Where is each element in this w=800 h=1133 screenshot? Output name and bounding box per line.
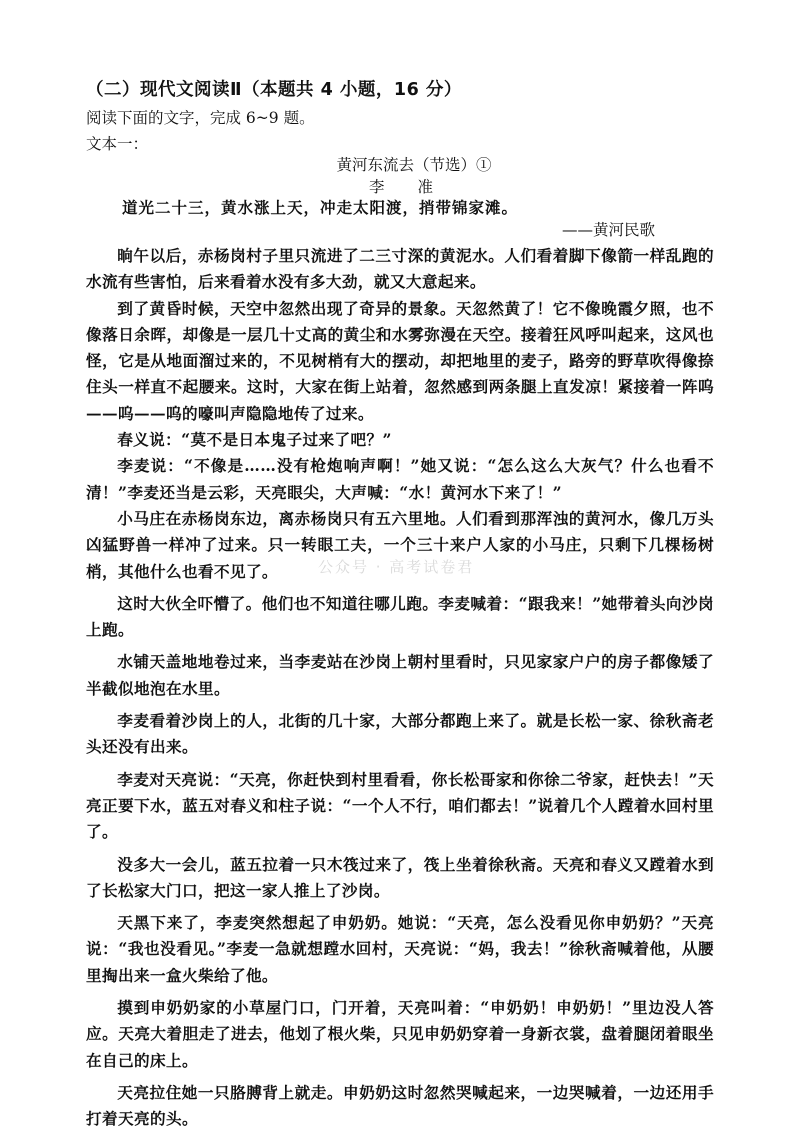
paragraph: 天黑下来了，李麦突然想起了申奶奶。她说：“天亮，怎么没看见你申奶奶？”天亮说：“我也没看见。”李麦一急就想蹚水回村，天亮说：“妈，我去！”徐秋斋喊着他，从腰里掏出来一盒火柴给了他。 bbox=[86, 913, 714, 985]
article-body bbox=[86, 243, 714, 1133]
paragraph: 春义说：“莫不是日本鬼子过来了吧？” bbox=[117, 430, 392, 450]
reading-instruction: 阅读下面的文字，完成 6~9 题。 bbox=[86, 109, 315, 127]
paragraph: 小马庄在赤杨岗东边，离赤杨岗只有五六里地。人们看到那浑浊的黄河水，像几万头凶猛野兽一样冲了过来。只一转眼工夫，一个三十来户人家的小马庄，只剩下几棵杨树梢，其他什么也看不见了。 bbox=[86, 508, 714, 581]
epigraph: 道光二十三，黄水涨上天，冲走太阳渡，捎带锦家滩。 bbox=[122, 198, 519, 217]
paragraph: 水铺天盖地地卷过来，当李麦站在沙岗上朝村里看时，只见家家户户的房子都像矮了半截似地泡在水里。 bbox=[86, 652, 714, 698]
paragraph: 这时大伙全吓懵了。他们也不知道往哪儿跑。李麦喊着：“跟我来！”她带着头向沙岗上跑。 bbox=[86, 593, 714, 640]
paragraph: 摸到申奶奶家的小草屋门口，门开着，天亮叫着：“申奶奶！申奶奶！”里边没人答应。天亮大着胆走了进去，他划了根火柴，只见申奶奶穿着一身新衣裳，盘着腿闭着眼坐在自己的床上。 bbox=[86, 998, 714, 1070]
paragraph: 李麦说：“不像是……没有枪炮响声啊！”她又说：“怎么这么大灰气？什么也看不清！”李麦还当是云彩，天亮眼尖，大声喊：“水！黄河水下来了！” bbox=[86, 456, 714, 502]
paragraph: 天亮拉住她一只胳膊背上就走。申奶奶这时忽然哭喊起来，一边哭喊着，一边还用手打着天亮的头。 bbox=[86, 1082, 714, 1129]
paragraph: 李麦看着沙岗上的人，北街的几十家，大部分都跑上来了。就是长松一家、徐秋斋老头还没有出来。 bbox=[86, 711, 714, 757]
article-title: 黄河东流去（节选）① bbox=[336, 156, 492, 174]
epigraph-source: ——黄河民歌 bbox=[562, 221, 656, 239]
section-heading: （二）现代文阅读Ⅱ（本题共 4 小题，16 分） bbox=[86, 80, 462, 100]
paragraph: 晌午以后，赤杨岗村子里只流进了二三寸深的黄泥水。人们看着脚下像箭一样乱跑的水流有些害怕，后来看着水没有多大劲，就又大意起来。 bbox=[86, 246, 714, 292]
paragraph: 到了黄昏时候，天空中忽然出现了奇异的景象。天忽然黄了！它不像晚霞夕照，也不像落日余晖，却像是一层几十丈高的黄尘和水雾弥漫在天空。接着狂风呼叫起来，这风也怪，它是从地面溜过来的，不见树梢有大的摆动，却把地里的麦子，路旁的野草吹得像捺住头一样直不起腰来。这时，大家在街上站着，忽然感到两条腿上直发凉！紧接着一阵呜——呜——呜的嚎叫声隐隐地传了过来。 bbox=[86, 298, 714, 423]
article-author: 李 准 bbox=[369, 178, 447, 196]
text-label: 文本一： bbox=[86, 135, 149, 153]
paragraph: 没多大一会儿，蓝五拉着一只木筏过来了，筏上坐着徐秋斋。天亮和春义又蹚着水到了长松家大门口，把这一家人推上了沙岗。 bbox=[86, 854, 714, 900]
paragraph: 李麦对天亮说：“天亮，你赶快到村里看看，你长松哥家和你徐二爷家，赶快去！”天亮正要下水，蓝五对春义和柱子说：“一个人不行，咱们都去！”说着几个人蹚着水回村里了。 bbox=[86, 769, 714, 842]
watermark: 公众号 · 高考试卷君 bbox=[318, 558, 475, 576]
